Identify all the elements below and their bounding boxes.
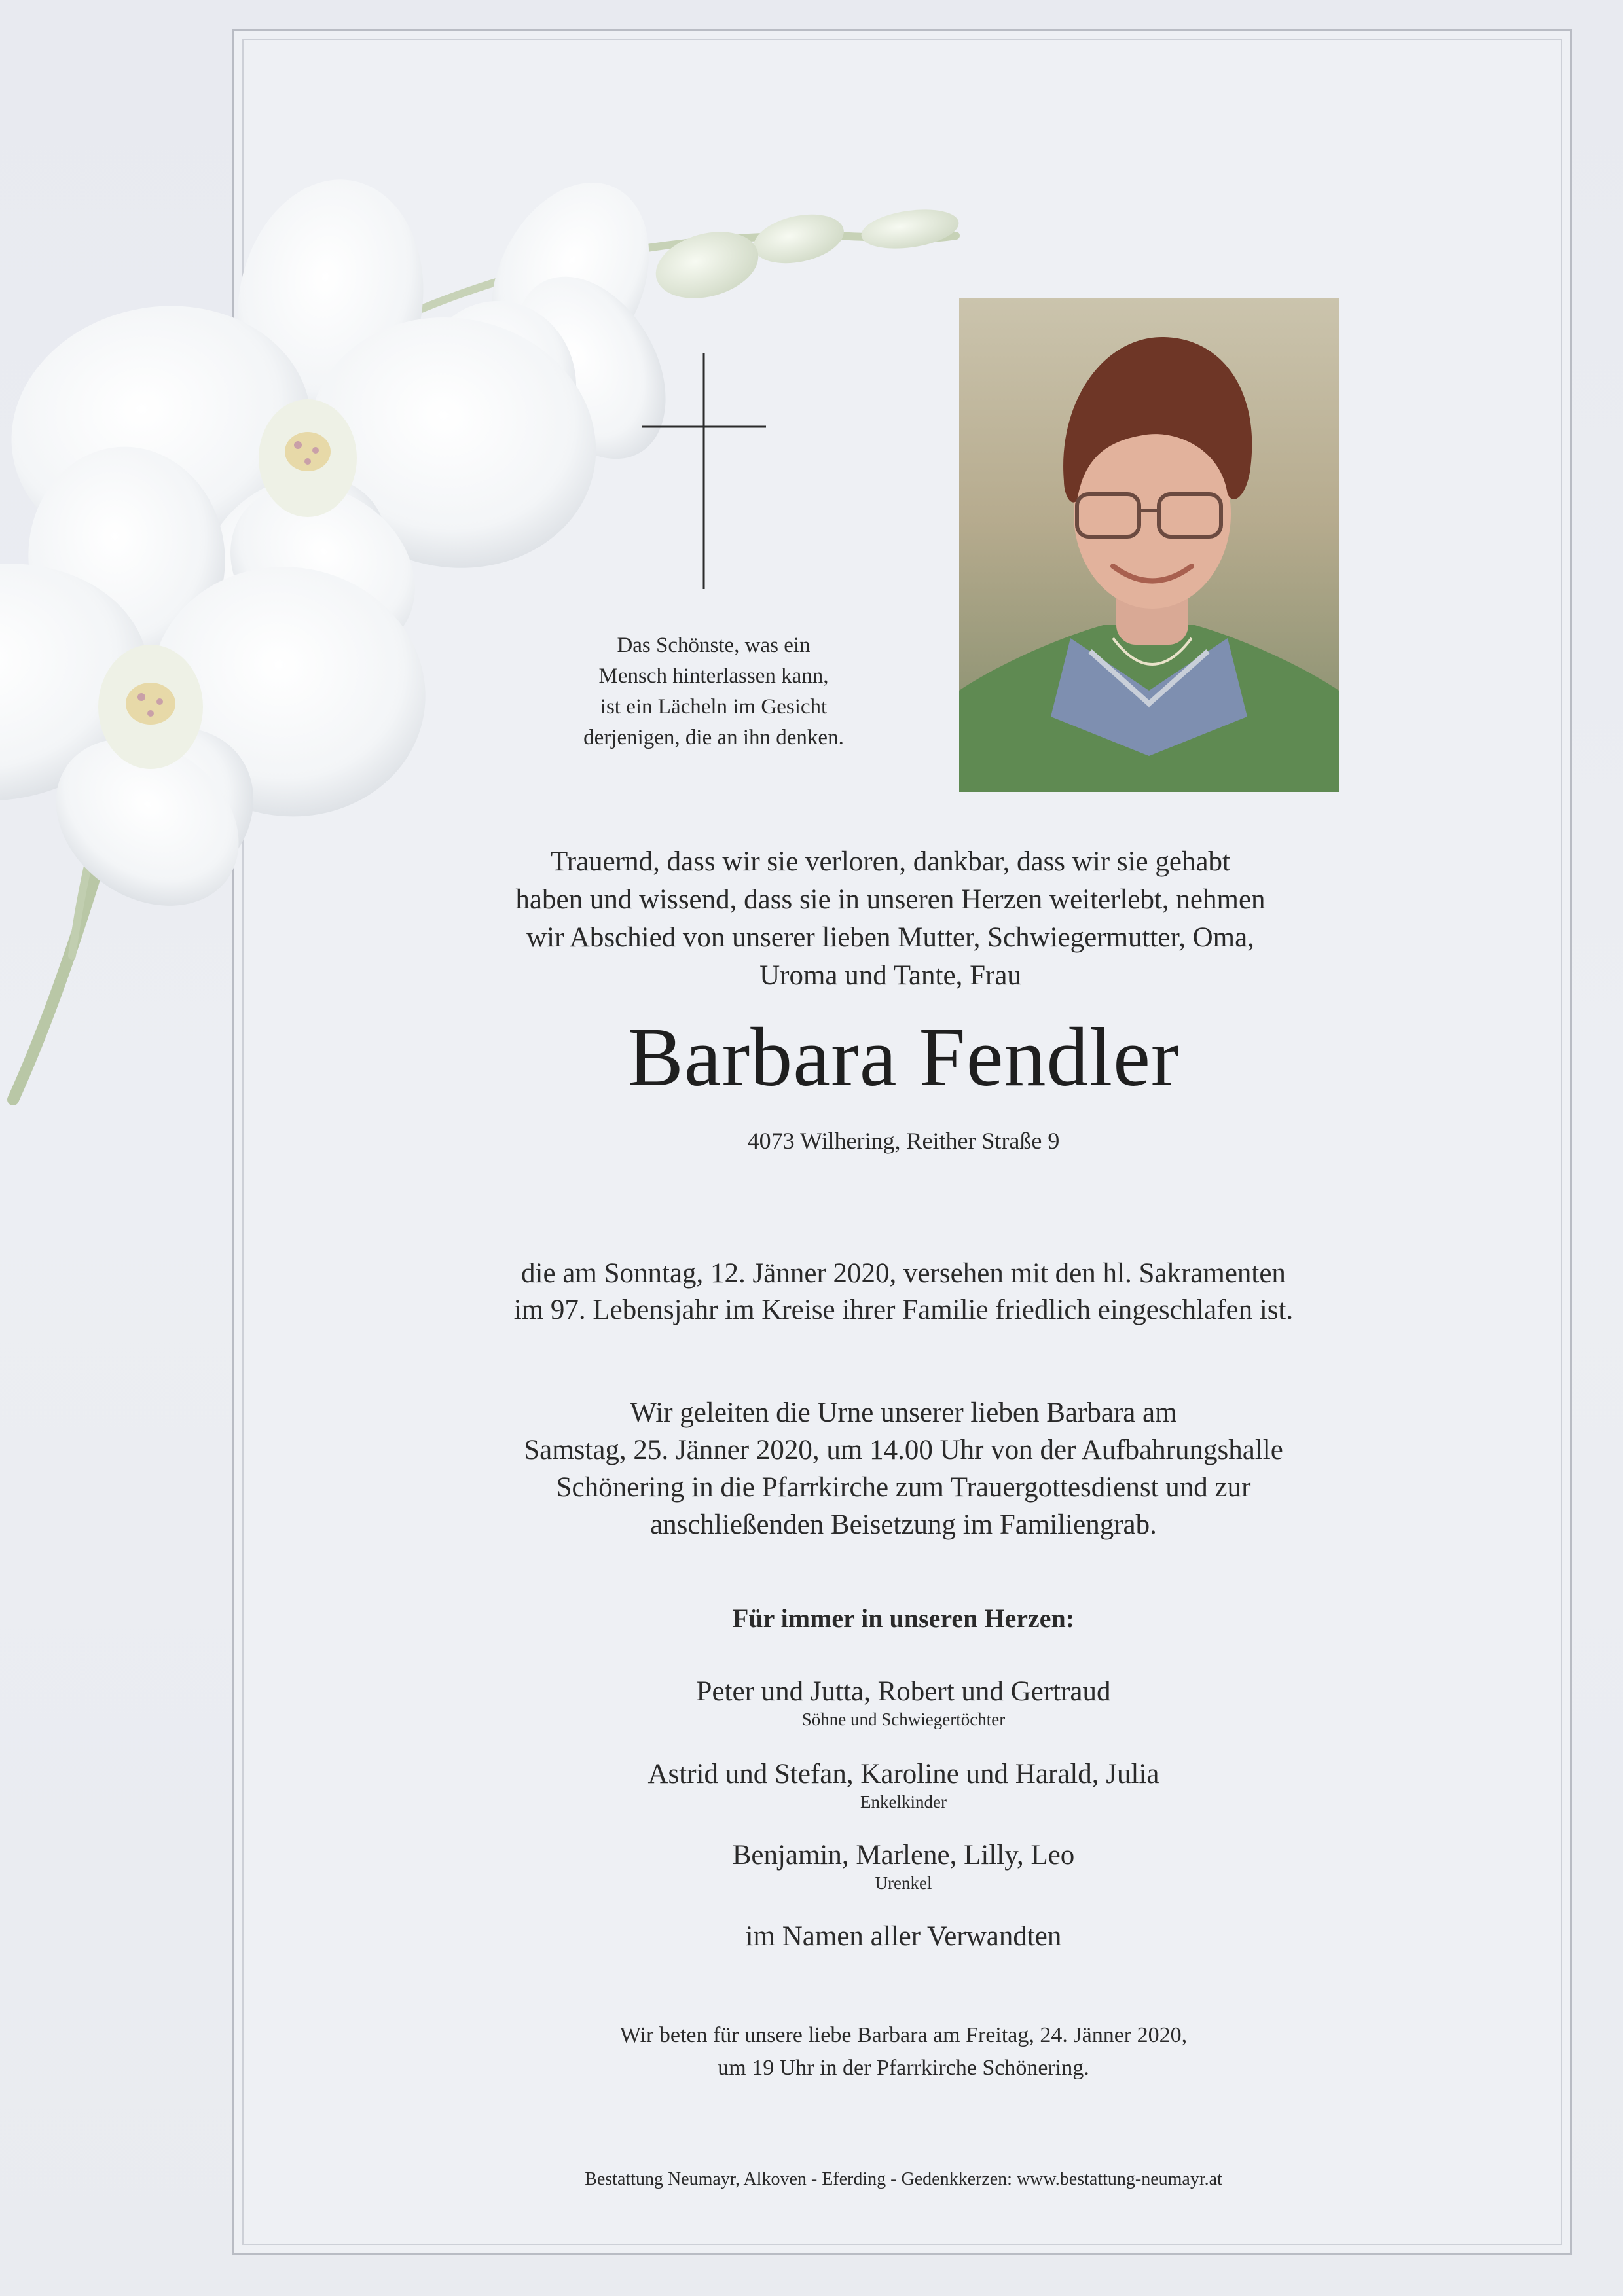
intro-text <box>419 843 1362 995</box>
funeral-home-footer: Bestattung Neumayr, Alkoven - Eferding - Gedenkkerzen: www.bestattung-neumayr.at <box>585 2169 1222 2189</box>
funeral-line: anschließenden Beisetzung im Familiengrab. <box>650 1509 1157 1540</box>
funeral-details <box>419 1394 1388 1543</box>
portrait-photo <box>959 298 1339 792</box>
intro-line: Trauernd, dass wir sie verloren, dankbar, dass wir sie gehabt <box>551 846 1230 877</box>
prayer-notice <box>419 2019 1388 2085</box>
death-notice-line: im 97. Lebensjahr im Kreise ihrer Familie friedlich eingeschlafen ist. <box>513 1295 1294 1325</box>
quote-line: Das Schönste, was ein <box>617 634 811 657</box>
family-role: Enkelkinder <box>860 1792 947 1812</box>
family-names: Peter und Jutta, Robert und Gertraud <box>696 1676 1111 1707</box>
prayer-line: Wir beten für unsere liebe Barbara am Freitag, 24. Jänner 2020, <box>619 2023 1188 2047</box>
relatives-line: im Namen aller Verwandten <box>745 1921 1062 1952</box>
quote-line: derjenigen, die an ihn denken. <box>583 726 844 749</box>
family-names: Astrid und Stefan, Karoline und Harald, Julia <box>647 1759 1159 1789</box>
funeral-line: Schönering in die Pfarrkirche zum Trauergottesdienst und zur <box>556 1472 1251 1503</box>
intro-line: haben und wissend, dass sie in unseren Herzen weiterlebt, nehmen <box>515 884 1266 915</box>
funeral-line: Wir geleiten die Urne unserer lieben Barbara am <box>630 1397 1177 1428</box>
intro-line: Uroma und Tante, Frau <box>759 960 1021 991</box>
deceased-address: 4073 Wilhering, Reither Straße 9 <box>747 1128 1060 1154</box>
prayer-line: um 19 Uhr in der Pfarrkirche Schönering. <box>718 2056 1089 2080</box>
family-names: Benjamin, Marlene, Lilly, Leo <box>732 1840 1075 1871</box>
family-group <box>458 1674 1349 1729</box>
death-notice <box>419 1255 1388 1329</box>
family-role: Urenkel <box>875 1873 932 1893</box>
quote-line: Mensch hinterlassen kann, <box>598 664 829 688</box>
mourners-heading: Für immer in unseren Herzen: <box>732 1604 1075 1633</box>
death-notice-line: die am Sonntag, 12. Jänner 2020, versehen mit den hl. Sakramenten <box>521 1258 1286 1289</box>
deceased-name: Barbara Fendler <box>627 1011 1180 1103</box>
funeral-line: Samstag, 25. Jänner 2020, um 14.00 Uhr von der Aufbahrungshalle <box>524 1435 1283 1465</box>
family-group <box>458 1838 1349 1893</box>
intro-line: wir Abschied von unserer lieben Mutter, Schwiegermutter, Oma, <box>526 922 1254 953</box>
cross-icon <box>642 353 766 589</box>
memorial-quote <box>543 630 884 753</box>
family-role: Söhne und Schwiegertöchter <box>801 1710 1006 1729</box>
quote-line: ist ein Lächeln im Gesicht <box>600 695 828 719</box>
family-group <box>458 1757 1349 1812</box>
